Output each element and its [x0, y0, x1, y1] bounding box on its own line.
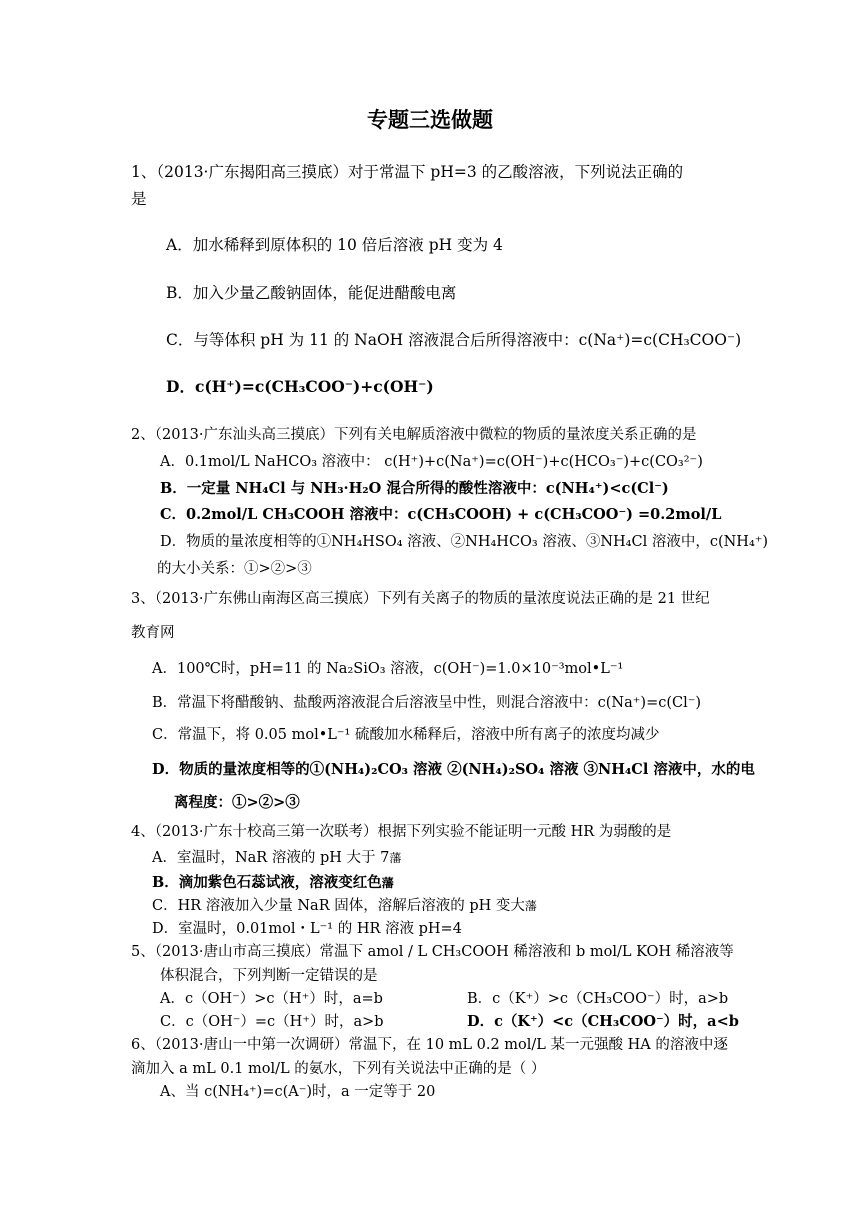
- question-2-option-c: C．0.2mol/L CH₃COOH 溶液中：c(CH₃COOH) + c(CH₃COO⁻) =0.2mol/L: [160, 506, 722, 523]
- question-1-option-b: B．加入少量乙酸钠固体，能促进醋酸电离: [166, 284, 457, 302]
- question-6-option-a: A、当 c(NH₄⁺)=c(A⁻)时，a 一定等于 20: [160, 1084, 436, 1100]
- page-title: 专题三选做题: [367, 108, 493, 132]
- question-4-stem: 4、（2013·广东十校高三第一次联考）根据下列实验不能证明一元酸 HR 为弱酸的是: [131, 824, 672, 840]
- question-2-option-d-cont: 的大小关系：①>②>③: [157, 561, 312, 577]
- question-1-option-d: D．c(H⁺)=c(CH₃COO⁻)+c(OH⁻): [166, 377, 434, 396]
- question-5-option-a: A．c（OH⁻）>c（H⁺）时，a=b: [160, 991, 383, 1007]
- question-5-stem: 5、（2013·唐山市高三摸底）常温下 amol / L CH₃COOH 稀溶液和 b mol/L KOH 稀溶液等: [131, 944, 734, 960]
- question-4-option-d: D．室温时，0.01mol・L⁻¹ 的 HR 溶液 pH=4: [152, 921, 462, 937]
- question-3-option-b: B．常温下将醋酸钠、盐酸两溶液混合后溶液呈中性，则混合溶液中：c(Na⁺)=c(Cl⁻): [152, 695, 702, 711]
- question-3-option-d-cont: 离程度：①>②>③: [174, 794, 300, 811]
- question-1-stem-cont: 是: [131, 190, 147, 208]
- question-1-option-c: C．与等体积 pH 为 11 的 NaOH 溶液混合后所得溶液中：c(Na⁺)=c(CH₃COO⁻): [166, 331, 742, 349]
- question-2-option-b: B．一定量 NH₄Cl 与 NH₃·H₂O 混合所得的酸性溶液中：c(NH₄⁺)<c(Cl⁻): [160, 480, 669, 497]
- question-3-option-a: A．100℃时，pH=11 的 Na₂SiO₃ 溶液，c(OH⁻)=1.0×10⁻³mol•L⁻¹: [152, 661, 624, 677]
- question-1-stem: 1、（2013·广东揭阳高三摸底）对于常温下 pH=3 的乙酸溶液，下列说法正确的: [131, 163, 684, 181]
- question-4-option-b: B．滴加紫色石蕊试液，溶液变红色藩: [152, 874, 394, 891]
- question-1-option-a: A．加水稀释到原体积的 10 倍后溶液 pH 变为 4: [166, 236, 503, 254]
- question-5-option-d: D．c（K⁺）<c（CH₃COO⁻）时，a<b: [467, 1013, 739, 1030]
- question-3-option-c: C．常温下，将 0.05 mol•L⁻¹ 硫酸加水稀释后，溶液中所有离子的浓度均减少: [152, 727, 660, 743]
- question-6-stem-cont: 滴加入 a mL 0.1 mol/L 的氨水，下列有关说法中正确的是（ ）: [131, 1061, 546, 1077]
- question-2-option-d: D．物质的量浓度相等的①NH₄HSO₄ 溶液、②NH₄HCO₃ 溶液、③NH₄Cl 溶液中，c(NH₄⁺): [160, 534, 769, 550]
- question-3-stem: 3、（2013·广东佛山南海区高三摸底）下列有关离子的物质的量浓度说法正确的是 21 世纪: [131, 591, 710, 607]
- question-5-stem-cont: 体积混合，下列判断一定错误的是: [160, 968, 378, 984]
- question-4-option-c: C．HR 溶液加入少量 NaR 固体，溶解后溶液的 pH 变大藩: [152, 898, 537, 914]
- question-4-option-a: A．室温时，NaR 溶液的 pH 大于 7藩: [152, 850, 402, 866]
- question-2-option-a: A．0.1mol/L NaHCO₃ 溶液中： c(H⁺)+c(Na⁺)=c(OH⁻)+c(HCO₃⁻)+c(CO₃²⁻): [160, 454, 703, 470]
- question-5-option-b: B．c（K⁺）>c（CH₃COO⁻）时，a>b: [467, 991, 729, 1007]
- question-2-stem: 2、（2013·广东汕头高三摸底）下列有关电解质溶液中微粒的物质的量浓度关系正确的是: [131, 427, 697, 443]
- question-3-option-d: D．物质的量浓度相等的①(NH₄)₂CO₃ 溶液 ②(NH₄)₂SO₄ 溶液 ③NH₄Cl 溶液中，水的电: [152, 761, 755, 778]
- question-6-stem: 6、（2013·唐山一中第一次调研）常温下，在 10 mL 0.2 mol/L 某一元强酸 HA 的溶液中逐: [131, 1037, 728, 1053]
- question-3-stem-cont: 教育网: [131, 625, 175, 641]
- question-5-option-c: C．c（OH⁻）=c（H⁺）时，a>b: [160, 1014, 384, 1030]
